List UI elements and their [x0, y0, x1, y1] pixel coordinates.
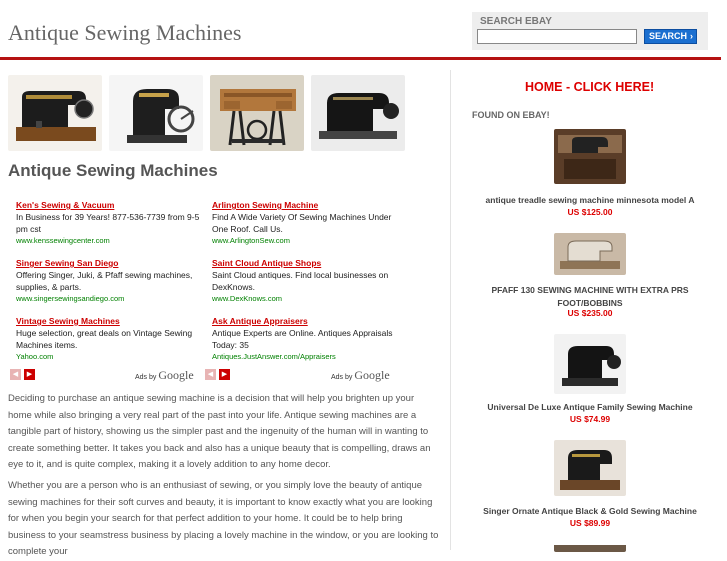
- google-logo: Google: [354, 368, 390, 382]
- ad-heading-link[interactable]: Singer Sewing San Diego: [16, 258, 119, 268]
- ad-url-link[interactable]: Antiques.JustAnswer.com/Appraisers: [212, 352, 336, 361]
- ad-heading-link[interactable]: Ken's Sewing & Vacuum: [16, 200, 115, 210]
- photo-sewing-machine-2: [109, 75, 203, 151]
- ads-next-button[interactable]: ▶: [24, 369, 35, 380]
- article-paragraph: Deciding to purchase an antique sewing machine is a decision that will help you brighten up your home while also bringing a very real part of the past into your life. Antique sewing machines are a tangible part of history, showing us the simpler past and the ingenuity of the human will in wanting to create something better. It takes you back and also has a unique beauty that is compelling, draws an eye to it, and is quite complex, making it a lovely addition to any home decor.: [8, 393, 431, 470]
- ebay-item-title-link[interactable]: Universal De Luxe Antique Family Sewing Machine: [487, 402, 693, 412]
- ads-prev-button[interactable]: ◀: [205, 369, 216, 380]
- ad-block: [16, 315, 201, 363]
- photo-sewing-machine-1: [8, 75, 102, 151]
- ad-block: [212, 315, 397, 363]
- ebay-item-price: US $89.99: [569, 518, 611, 528]
- ad-description: Huge selection, great deals on Vintage Sewing Machines items.: [16, 328, 193, 350]
- ad-heading-link[interactable]: Saint Cloud Antique Shops: [212, 258, 322, 268]
- ebay-item-price: US $235.00: [567, 308, 613, 318]
- header-divider: [0, 57, 721, 60]
- ad-block: [16, 257, 201, 305]
- column-divider: [450, 70, 451, 550]
- ad-url-link[interactable]: www.ArlingtonSew.com: [212, 236, 290, 245]
- ad-block: [16, 199, 201, 247]
- ebay-item-price: US $74.99: [569, 414, 611, 424]
- chevron-right-icon: ›: [690, 31, 693, 41]
- ad-description: Saint Cloud antiques. Find local businesses on DexKnows.: [212, 270, 389, 292]
- ad-url-link[interactable]: www.singersewingsandiego.com: [16, 294, 125, 303]
- ad-heading-link[interactable]: Arlington Sewing Machine: [212, 200, 319, 210]
- ad-heading-link[interactable]: Vintage Sewing Machines: [16, 316, 120, 326]
- ebay-item-price: US $125.00: [567, 207, 613, 217]
- ad-url-link[interactable]: www.kenssewingcenter.com: [16, 236, 110, 245]
- ad-url-link[interactable]: www.DexKnows.com: [212, 294, 283, 303]
- ad-block: [212, 257, 397, 305]
- site-title[interactable]: Antique Sewing Machines: [8, 20, 242, 45]
- ad-heading-link[interactable]: Ask Antique Appraisers: [212, 316, 308, 326]
- ebay-item-title-link[interactable]: antique treadle sewing machine minnesota model A: [485, 195, 695, 205]
- search-input[interactable]: [477, 29, 637, 44]
- search-button[interactable]: [644, 29, 697, 44]
- ebay-item-title-link[interactable]: Singer Ornate Antique Black & Gold Sewing Machine: [483, 506, 697, 516]
- ads-prev-button[interactable]: ◀: [10, 369, 21, 380]
- article-paragraph: Whether you are a person who is an enthusiast of sewing, or you simply love the beauty of antique sewing machines for their soft curves and beauty, it is important to know exactly what you are looking for when you begin your search for that perfect addition to your home. It could be to help bring business to your seamstress business by placing a lovely machine in the window, or you are looking to complete your: [8, 480, 439, 557]
- ebay-item-image[interactable]: [554, 334, 626, 394]
- page-title: Antique Sewing Machines: [8, 161, 218, 180]
- ads-by-label: Ads by: [331, 374, 353, 381]
- photo-sewing-machine-3: [311, 75, 405, 151]
- found-on-ebay-heading: FOUND ON EBAY!: [472, 110, 550, 120]
- ebay-item-image[interactable]: [554, 233, 626, 275]
- ad-description: Antique Experts are Online. Antiques Appraisals Today: 35: [212, 328, 393, 350]
- ad-description: Offering Singer, Juki, & Pfaff sewing machines, supplies, & parts.: [16, 270, 193, 292]
- ad-block: [212, 199, 397, 247]
- search-button-label: SEARCH: [649, 31, 688, 41]
- search-label: SEARCH EBAY: [480, 16, 552, 27]
- ebay-item-image[interactable]: [554, 440, 626, 496]
- ads-next-button[interactable]: ▶: [219, 369, 230, 380]
- home-link[interactable]: HOME - CLICK HERE!: [525, 80, 655, 94]
- ad-description: Find A Wide Variety Of Sewing Machines Under One Roof. Call Us.: [212, 212, 392, 234]
- ebay-search-box: [472, 12, 708, 50]
- ebay-item-image[interactable]: [554, 542, 626, 552]
- ads-by-label: Ads by: [135, 374, 157, 381]
- google-logo: Google: [158, 368, 194, 382]
- ad-description: In Business for 39 Years! 877-536-7739 from 9-5 pm cst: [16, 212, 200, 234]
- photo-treadle-cabinet: [210, 75, 304, 151]
- ads-by-google[interactable]: [135, 368, 194, 383]
- ebay-item-image[interactable]: [554, 129, 626, 184]
- ad-url-link[interactable]: Yahoo.com: [16, 352, 54, 361]
- ads-by-google[interactable]: [331, 368, 390, 383]
- ebay-item-title-link[interactable]: PFAFF 130 SEWING MACHINE WITH EXTRA PRS FOOT/BOBBINS: [491, 285, 689, 308]
